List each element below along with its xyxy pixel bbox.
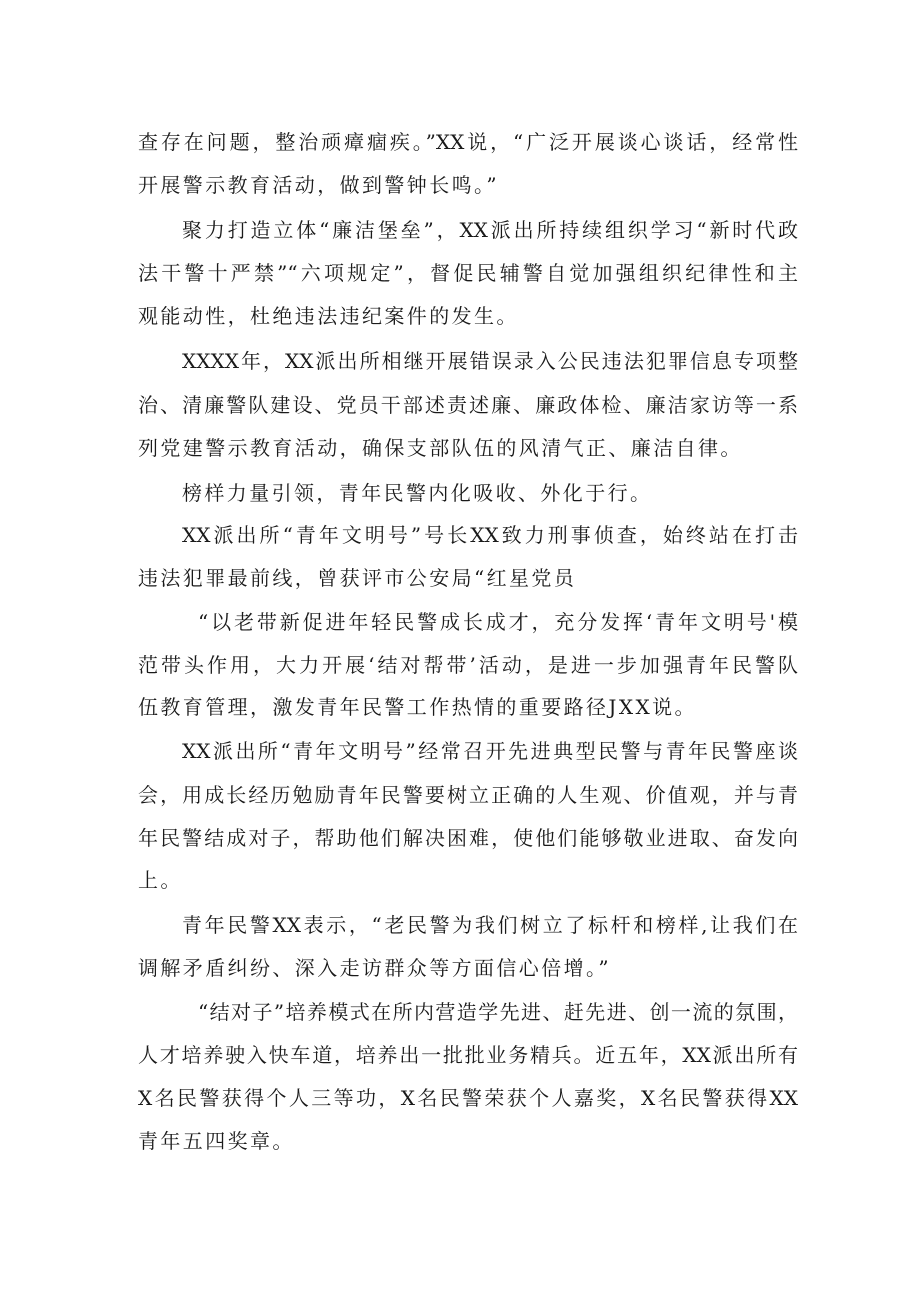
text-line: 观能动性，杜绝违法违纪案件的发生。	[138, 304, 519, 328]
text-line: 查存在问题，整治顽瘴痼疾。”XX说，“广泛开展谈心谈话，经常性	[138, 130, 798, 154]
text-line: 开展警示教育活动，做到警钟长鸣。”	[138, 173, 500, 197]
text-line: 人才培养驶入快车道，培养出一批批业务精兵。近五年，XX派出所有	[138, 1043, 798, 1067]
text-line: “结对子”培养模式在所内营造学先进、赶先进、创一流的氛围，	[198, 1000, 798, 1024]
text-line: 范带头作用，大力开展‘结对帮带’活动，是进一步加强青年民警队	[138, 653, 798, 677]
text-line: 会，用成长经历勉励青年民警要树立正确的人生观、价值观，并与青	[138, 783, 798, 807]
text-line: XX派出所“青年文明号”号长XX致力刑事侦查，始终站在打击	[182, 523, 798, 547]
text-line: 调解矛盾纠纷、深入走访群众等方面信心倍增。”	[138, 956, 612, 980]
text-line: 年民警结成对子，帮助他们解决困难，使他们能够敬业进取、奋发向	[138, 826, 798, 850]
text-line: 青年五四奖章。	[138, 1129, 295, 1153]
text-line: 榜样力量引领，青年民警内化吸收、外化于行。	[182, 481, 653, 505]
text-line: 聚力打造立体“廉洁堡垒”，XX派出所持续组织学习“新时代政	[182, 218, 798, 242]
text-line: X名民警获得个人三等功，X名民警荣获个人嘉奖，X名民警获得XX	[138, 1086, 798, 1110]
text-line: XXXX年，XX派出所相继开展错误录入公民违法犯罪信息专项整	[182, 349, 798, 373]
text-line: 上。	[138, 868, 183, 892]
text-line: 治、清廉警队建设、党员干部述责述廉、廉政体检、廉洁家访等一系	[138, 393, 798, 417]
text-line: “以老带新促进年轻民警成长成才，充分发挥‘青年文明号'模	[198, 610, 798, 634]
text-line: XX派出所“青年文明号”经常召开先进典型民警与青年民警座谈	[182, 739, 798, 763]
text-line: 违法犯罪最前线，曾获评市公安局“红星党员	[138, 566, 577, 590]
text-line: 法干警十严禁”“六项规定”，督促民辅警自觉加强组织纪律性和主	[138, 261, 798, 285]
text-line: 列党建警示教育活动，确保支部队伍的风清气正、廉洁自律。	[138, 436, 743, 460]
text-line: 伍教育管理，激发青年民警工作热情的重要路径JXX说。	[138, 695, 697, 719]
text-line: 青年民警XX表示，“老民警为我们树立了标杆和榜样,让我们在	[182, 913, 798, 937]
